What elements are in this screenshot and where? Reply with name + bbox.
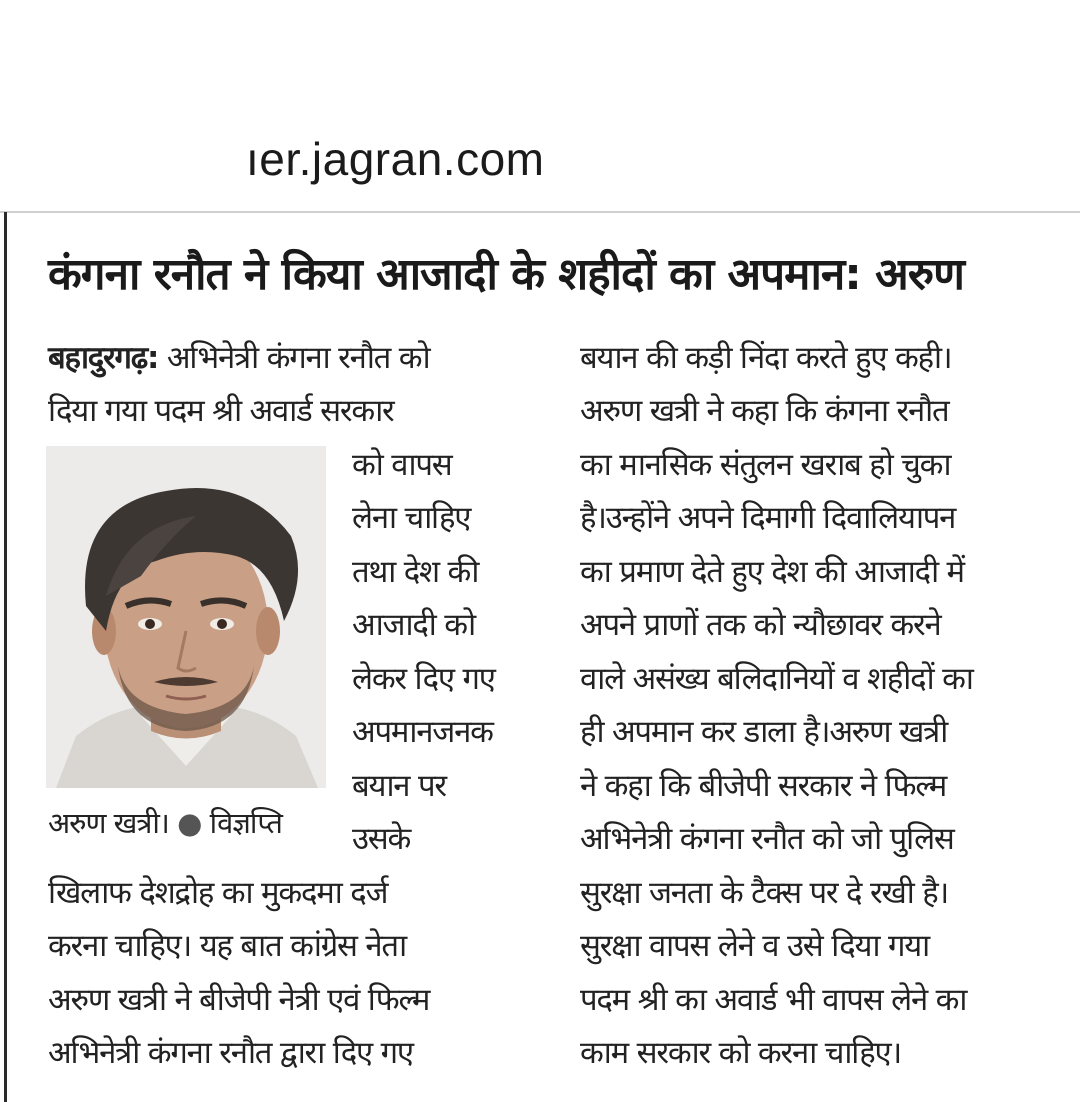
source-url: ıer.jagran.com — [246, 133, 545, 185]
right-line-2: अरुण खत्री ने कहा कि कंगना रनौत — [580, 393, 949, 429]
author-photo — [46, 446, 326, 788]
left-line-10: उसके — [352, 821, 411, 857]
left-line-12: करना चाहिए। यह बात कांग्रेस नेता — [48, 928, 406, 964]
right-line-7: वाले असंख्य बलिदानियों व शहीदों का — [580, 661, 973, 697]
caption-bullet-icon: ● — [177, 806, 202, 840]
right-line-14: काम सरकार को करना चाहिए। — [580, 1035, 901, 1071]
left-line-7: लेकर दिए गए — [352, 661, 495, 697]
right-line-12: सुरक्षा वापस लेने व उसे दिया गया — [580, 928, 930, 964]
left-line-3: को वापस — [352, 447, 452, 483]
caption-name: अरुण खत्री। — [48, 806, 169, 840]
right-line-6: अपने प्राणों तक को न्यौछावर करने — [580, 607, 941, 643]
dateline: बहादुरगढ़: — [48, 340, 159, 376]
right-line-5: का प्रमाण देते हुए देश की आजादी में — [580, 554, 964, 590]
left-line-8: अपमानजनक — [352, 714, 493, 750]
left-line-4: लेना चाहिए — [352, 500, 471, 536]
clipping-top-rule — [0, 211, 1080, 213]
right-line-4: है।उन्होंने अपने दिमागी दिवालियापन — [580, 500, 956, 536]
left-line-6: आजादी को — [352, 607, 475, 643]
right-line-8: ही अपमान कर डाला है।अरुण खत्री — [580, 714, 948, 750]
right-line-1: बयान की कड़ी निंदा करते हुए कही। — [580, 340, 952, 376]
caption-credit: विज्ञप्ति — [209, 806, 282, 840]
right-line-3: का मानसिक संतुलन खराब हो चुका — [580, 447, 951, 483]
right-line-11: सुरक्षा जनता के टैक्स पर दे रखी है। — [580, 875, 949, 911]
left-line-13: अरुण खत्री ने बीजेपी नेत्री एवं फिल्म — [48, 982, 430, 1018]
left-line-2: दिया गया पदम श्री अवार्ड सरकार — [48, 393, 394, 429]
left-line-9: बयान पर — [352, 768, 446, 804]
right-line-13: पदम श्री का अवार्ड भी वापस लेने का — [580, 982, 967, 1018]
browser-url-strip — [0, 0, 1080, 212]
article-headline: कंगना रनौत ने किया आजादी के शहीदों का अपमान: अरुण — [48, 249, 964, 300]
photo-caption — [48, 797, 282, 850]
right-line-10: अभिनेत्री कंगना रनौत को जो पुलिस — [580, 821, 954, 857]
right-line-9: ने कहा कि बीजेपी सरकार ने फिल्म — [580, 768, 947, 804]
left-line-14: अभिनेत्री कंगना रनौत द्वारा दिए गए — [48, 1035, 413, 1071]
left-line-1: बहादुरगढ़: अभिनेत्री कंगना रनौत को — [48, 340, 430, 376]
portrait-illustration — [46, 446, 326, 788]
left-line-11: खिलाफ देशद्रोह का मुकदमा दर्ज — [48, 875, 388, 911]
clipping-left-edge — [4, 212, 7, 1102]
left-line-5: तथा देश की — [352, 554, 479, 590]
